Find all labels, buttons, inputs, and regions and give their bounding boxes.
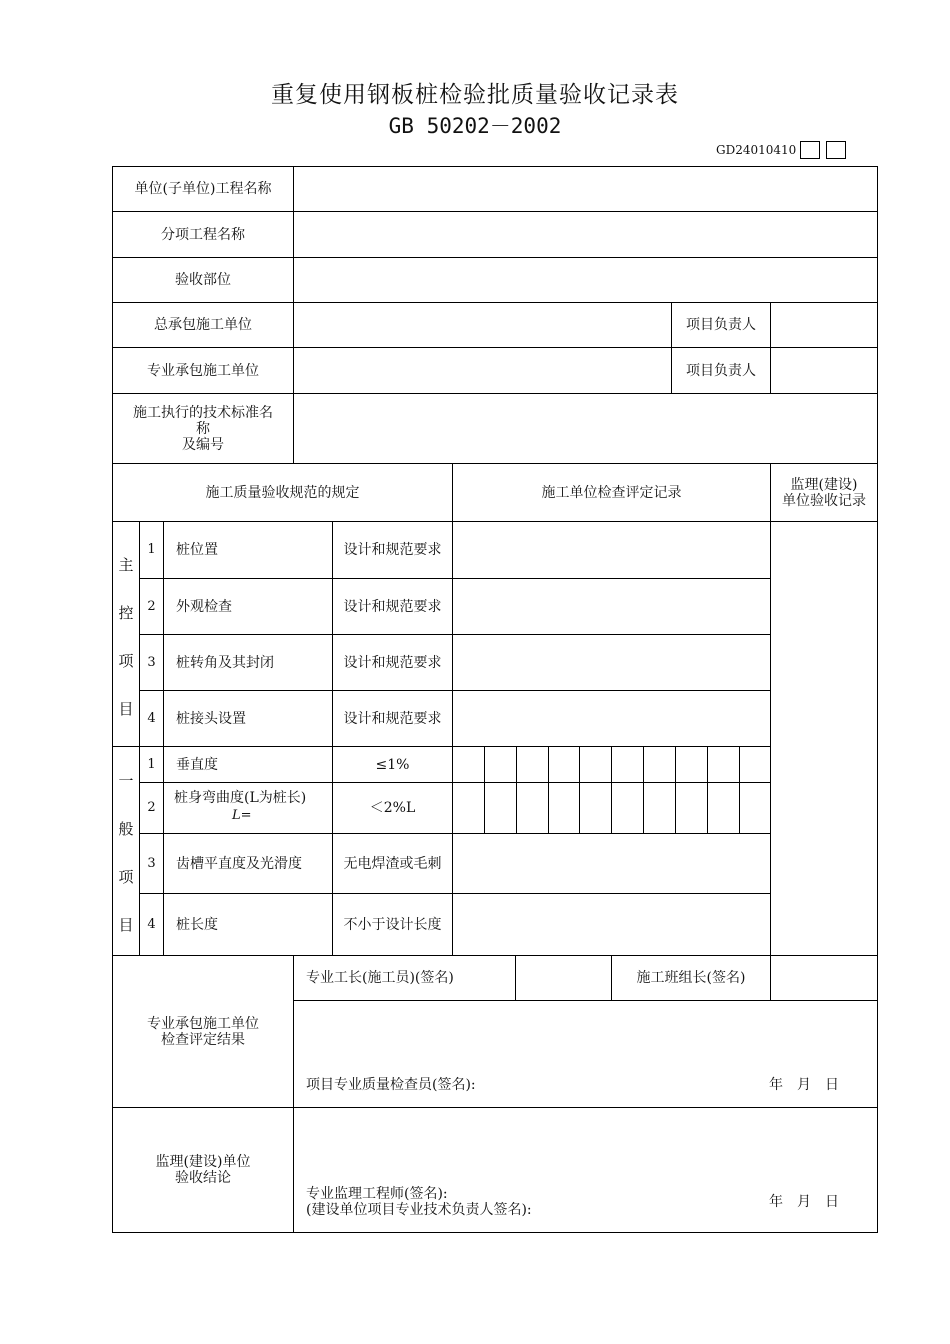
- project-leader-label-1: 项目负责人: [686, 317, 756, 333]
- general-item-name-cell: [164, 783, 332, 833]
- main-item-record[interactable]: [453, 691, 770, 746]
- code-box-2[interactable]: [826, 141, 846, 159]
- main-control-char: 项: [118, 652, 134, 670]
- measure-col: [611, 746, 612, 834]
- main-item-name: 桩接头设置: [176, 710, 246, 727]
- form-code: GD24010410: [716, 143, 797, 157]
- measure-col: [548, 746, 549, 834]
- general-char: 般: [118, 820, 134, 838]
- tech-standard-line1: 施工执行的技术标准名: [133, 404, 273, 421]
- acceptance-part-label: 验收部位: [175, 272, 231, 288]
- general-item-name: 桩长度: [176, 916, 218, 933]
- general-item-name: 齿槽平直度及光滑度: [176, 855, 302, 872]
- supervision-conclusion-label: [113, 1108, 293, 1232]
- main-control-char: 主: [118, 556, 134, 574]
- supervision-conclusion-line1: 监理(建设)单位: [155, 1154, 251, 1170]
- tech-standard-line3: 及编号: [182, 436, 224, 453]
- form-title: 重复使用钢板桩检验批质量验收记录表: [271, 82, 679, 108]
- general-char: 项: [118, 868, 134, 886]
- main-item-record[interactable]: [453, 635, 770, 690]
- main-item-record[interactable]: [453, 579, 770, 634]
- main-item-record[interactable]: [453, 522, 770, 578]
- supervision-conclusion-line2: 验收结论: [175, 1170, 231, 1186]
- border-right: [877, 166, 878, 1233]
- main-item-requirement: 设计和规范要求: [343, 710, 442, 727]
- unit-project-name-label: 单位(子单位)工程名称: [134, 181, 272, 197]
- spec-column-header: 施工质量验收规范的规定: [205, 484, 360, 501]
- foreman-label: 专业工长(施工员)(签名): [306, 970, 454, 986]
- measure-col: [643, 746, 644, 834]
- contractor-result-line2: 检查评定结果: [161, 1031, 245, 1048]
- main-item-no: 1: [147, 542, 156, 557]
- supervision-record-field[interactable]: [771, 522, 877, 955]
- border-bottom: [112, 1232, 878, 1233]
- main-item-name: 外观检查: [176, 598, 232, 615]
- standard-code: GB 50202－2002: [388, 114, 562, 138]
- measure-col: [739, 746, 740, 834]
- project-leader-label-2: 项目负责人: [686, 362, 756, 379]
- general-item-no: 4: [147, 916, 156, 932]
- main-item-name: 桩转角及其封闭: [176, 654, 274, 671]
- main-control-char: 控: [118, 604, 134, 622]
- special-contractor-label: 专业承包施工单位: [147, 362, 259, 379]
- supervision-record-header: [771, 464, 877, 521]
- main-item-no: 2: [147, 598, 156, 614]
- code-box-1[interactable]: [800, 141, 820, 159]
- general-contractor-field[interactable]: [294, 303, 671, 347]
- date-1: 年 月 日: [769, 1077, 839, 1093]
- general-item-no: 1: [147, 756, 156, 772]
- general-item-requirement: ＜2%L: [369, 800, 416, 816]
- project-leader-field-2[interactable]: [771, 348, 877, 393]
- project-leader-field-1[interactable]: [771, 303, 877, 347]
- general-item-name: 桩身弯曲度(L为桩长): [174, 790, 307, 806]
- unit-project-name-field[interactable]: [294, 167, 877, 211]
- measure-col: [516, 746, 517, 834]
- measure-col: [675, 746, 676, 834]
- team-leader-label: 施工班组长(签名): [636, 970, 746, 986]
- general-contractor-label: 总承包施工单位: [154, 317, 252, 333]
- measure-col: [484, 746, 485, 834]
- general-item-no: 2: [147, 800, 156, 815]
- owner-signature-label: (建设单位项目专业技术负责人签名):: [306, 1202, 532, 1218]
- inspector-signature-label: 项目专业质量检查员(签名):: [306, 1077, 476, 1093]
- sub-project-name-field[interactable]: [294, 212, 877, 257]
- pile-length-label[interactable]: L=: [232, 808, 252, 823]
- sub-project-name-label: 分项工程名称: [161, 226, 245, 243]
- general-item-requirement: 不小于设计长度: [343, 916, 442, 933]
- general-item-record[interactable]: [453, 834, 770, 893]
- team-leader-signature-field[interactable]: [771, 956, 877, 1000]
- acceptance-part-field[interactable]: [294, 258, 877, 302]
- general-item-no: 3: [147, 855, 156, 871]
- main-item-requirement: 设计和规范要求: [343, 598, 442, 615]
- measure-col: [707, 746, 708, 834]
- general-item-requirement: 无电焊渣或毛刺: [343, 855, 442, 872]
- main-item-no: 4: [147, 710, 156, 726]
- tech-standard-line2: 称: [196, 420, 210, 437]
- general-char: 目: [118, 916, 134, 934]
- supervision-header-line1: 监理(建设): [790, 476, 858, 493]
- general-item-record[interactable]: [453, 894, 770, 955]
- supervisor-signature-label: 专业监理工程师(签名):: [306, 1186, 448, 1202]
- tech-standard-field[interactable]: [294, 394, 877, 463]
- main-item-no: 3: [147, 654, 156, 670]
- general-item-requirement: ≤1%: [375, 756, 410, 773]
- contractor-record-header: 施工单位检查评定记录: [541, 484, 682, 501]
- general-char: 一: [118, 772, 134, 790]
- measure-col: [579, 746, 580, 834]
- main-item-requirement: 设计和规范要求: [343, 654, 442, 671]
- date-2: 年 月 日: [769, 1194, 839, 1210]
- tech-standard-label: [113, 394, 293, 463]
- main-item-requirement: 设计和规范要求: [343, 542, 442, 558]
- special-contractor-field[interactable]: [294, 348, 671, 393]
- general-item-name: 垂直度: [176, 756, 218, 773]
- supervision-header-line2: 单位验收记录: [782, 492, 866, 509]
- foreman-signature-field[interactable]: [516, 956, 611, 1000]
- contractor-result-line1: 专业承包施工单位: [147, 1015, 259, 1032]
- main-control-char: 目: [118, 700, 134, 718]
- main-item-name: 桩位置: [176, 542, 218, 558]
- contractor-result-label: [113, 956, 293, 1107]
